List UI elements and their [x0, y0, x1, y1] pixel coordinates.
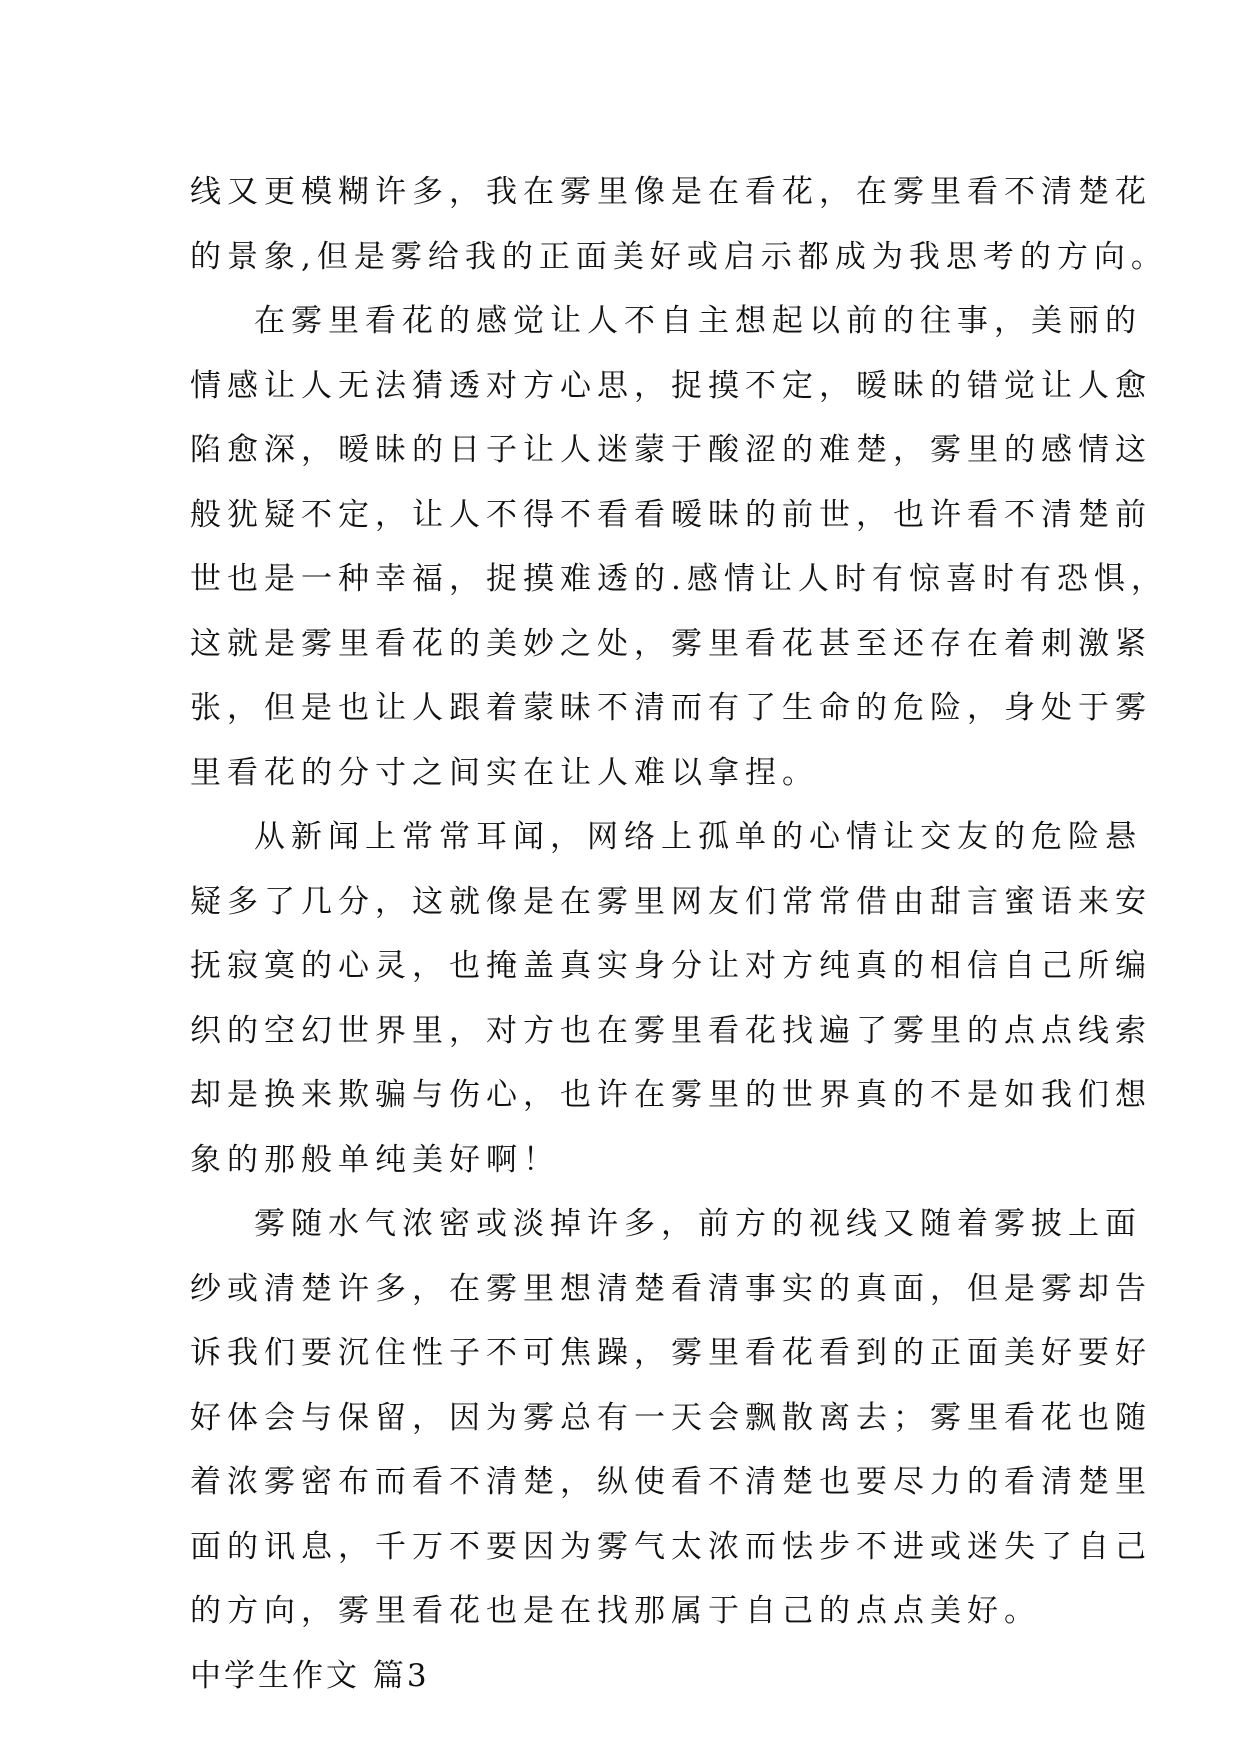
text-line: 世也是一种幸福，捉摸难透的.感情让人时有惊喜时有恐惧， [190, 561, 1168, 597]
text-line: 陷愈深，暧昧的日子让人迷蒙于酸涩的难楚，雾里的感情这 [190, 432, 1152, 468]
text-line: 的方向，雾里看花也是在找那属于自己的点点美好。 [190, 1593, 1041, 1629]
text-line: 张，但是也让人跟着蒙昧不清而有了生命的危险，身处于雾 [190, 690, 1152, 726]
text-line: 从新闻上常常耳闻，网络上孤单的心情让交友的危险悬 [254, 819, 1142, 855]
text-line: 线又更模糊许多，我在雾里像是在看花，在雾里看不清楚花 [190, 174, 1152, 210]
text-line: 诉我们要沉住性子不可焦躁，雾里看花看到的正面美好要好 [190, 1335, 1152, 1371]
paragraph [190, 160, 1168, 289]
paragraph [190, 1192, 1152, 1644]
text-line: 疑多了几分，这就像是在雾里网友们常常借由甜言蜜语来安 [190, 883, 1152, 920]
text-line: 雾随水气浓密或淡掉许多，前方的视线又随着雾披上面 [254, 1206, 1142, 1242]
text-line: 象的那般单纯美好啊！ [190, 1141, 560, 1178]
section-heading: 中学生作文 篇3 [190, 1657, 430, 1694]
text-line: 情感让人无法猜透对方心思，捉摸不定，暧昧的错觉让人愈 [190, 367, 1152, 404]
text-line: 纱或清楚许多，在雾里想清楚看清事实的真面，但是雾却告 [190, 1270, 1152, 1307]
paragraph [190, 805, 1152, 1192]
essay-body [190, 160, 1168, 1708]
text-line: 这就是雾里看花的美妙之处，雾里看花甚至还存在着刺激紧 [190, 625, 1152, 662]
text-line: 在雾里看花的感觉让人不自主想起以前的往事，美丽的 [254, 303, 1142, 339]
text-line: 着浓雾密布而看不清楚，纵使看不清楚也要尽力的看清楚里 [190, 1464, 1152, 1500]
text-line: 织的空幻世界里，对方也在雾里看花找遍了雾里的点点线索 [190, 1012, 1152, 1049]
text-line: 却是换来欺骗与伤心，也许在雾里的世界真的不是如我们想 [190, 1077, 1152, 1113]
text-line: 般犹疑不定，让人不得不看看暧昧的前世，也许看不清楚前 [190, 496, 1152, 533]
text-line: 里看花的分寸之间实在让人难以拿捏。 [190, 754, 819, 791]
text-line: 好体会与保留，因为雾总有一天会飘散离去；雾里看花也随 [190, 1399, 1152, 1436]
paragraph [190, 289, 1168, 805]
text-line: 抚寂寞的心灵，也掩盖真实身分让对方纯真的相信自己所编 [190, 948, 1152, 984]
text-line: 的景象,但是雾给我的正面美好或启示都成为我思考的方向。 [190, 238, 1168, 275]
text-line: 面的讯息，千万不要因为雾气太浓而怯步不进或迷失了自己 [190, 1528, 1152, 1565]
